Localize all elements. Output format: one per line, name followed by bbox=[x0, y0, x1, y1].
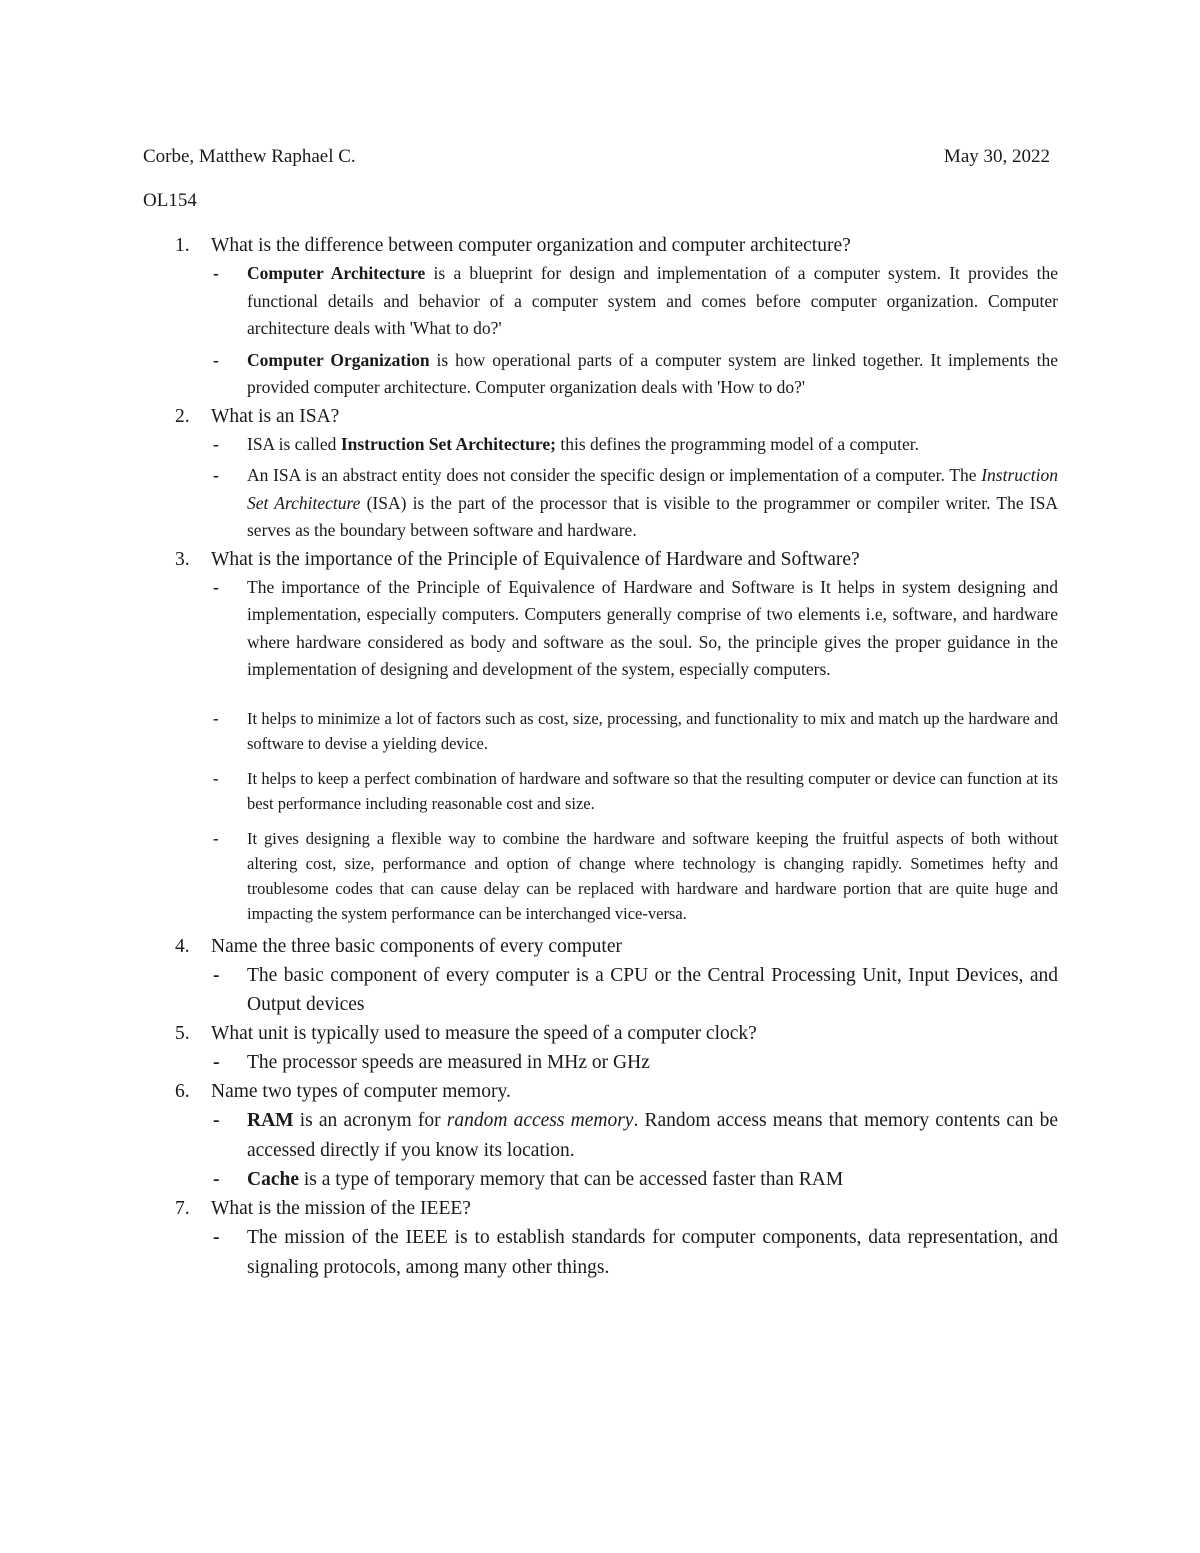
header bbox=[143, 144, 1050, 170]
question-label: What is the importance of the Principle of Equivalence of Hardware and Software? bbox=[211, 548, 860, 570]
answer-text: It helps to keep a perfect combination of hardware and software so that the resulting computer or device can function at its best performance including reasonable cost and size. bbox=[247, 768, 1058, 813]
question-text bbox=[143, 1019, 1058, 1048]
course-code: OL154 bbox=[143, 190, 197, 211]
dash-bullet: - bbox=[213, 576, 219, 597]
answer-text: is a type of temporary memory that can be accessed faster than RAM bbox=[299, 1168, 844, 1190]
question-item bbox=[143, 1077, 1058, 1194]
question-list bbox=[143, 231, 1058, 1282]
question-number: 6. bbox=[175, 1081, 190, 1103]
answer-text: It gives designing a flexible way to combine the hardware and software keeping the fruitful aspects of both without altering cost, size, performance and option of change where technology is changing rapidly. Sometimes hefty and troublesome codes that can cause delay can be replaced with hardware and hardware portion that are quite huge and impacting the system performance can be interchanged vice-versa. bbox=[247, 828, 1058, 923]
question-text bbox=[143, 231, 1058, 260]
question-item bbox=[143, 1194, 1058, 1282]
question-label: What is the difference between computer organization and computer architecture? bbox=[211, 235, 851, 256]
question-label: What is an ISA? bbox=[211, 405, 340, 427]
answer-text: An ISA is an abstract entity does not consider the specific design or implementation of a computer. The bbox=[247, 465, 982, 485]
answer-text: The basic component of every computer is a CPU or the Central Processing Unit, Input Devices, and Output devices bbox=[247, 964, 1058, 1015]
answer-text: The processor speeds are measured in MHz or GHz bbox=[247, 1052, 650, 1074]
answer-bullet bbox=[143, 826, 1058, 926]
answer-text: ISA is called bbox=[247, 433, 341, 454]
answer-text: It helps to minimize a lot of factors such as cost, size, processing, and functionality to mix and match up the hardware and software to devise a yielding device. bbox=[247, 708, 1058, 753]
dash-bullet: - bbox=[213, 1168, 220, 1190]
answer-emphasis: random access memory bbox=[446, 1110, 634, 1132]
answer-bullet bbox=[143, 1106, 1058, 1165]
question-item bbox=[143, 545, 1058, 926]
question-label: Name the three basic components of every computer bbox=[211, 935, 622, 957]
question-text bbox=[143, 402, 1058, 431]
answer-bullet bbox=[143, 1048, 1058, 1077]
question-number: 5. bbox=[175, 1023, 190, 1045]
answer-text: The mission of the IEEE is to establish standards for computer components, data representation, and signaling protocols, among many other things. bbox=[247, 1227, 1058, 1278]
dash-bullet: - bbox=[213, 433, 219, 454]
question-label: What is the mission of the IEEE? bbox=[211, 1198, 471, 1220]
answer-text: is a blueprint for design and implementation of a computer system. It provides the functional details and behavior of a computer system and comes before computer organization. Computer architecture deals with 'What to do?' bbox=[247, 263, 1058, 338]
answer-bullet bbox=[143, 766, 1058, 816]
answer-text: The importance of the Principle of Equivalence of Hardware and Software is It helps in system designing and implementation, especially computers. Computers generally comprise of two elements i.e, software, and hardware where hardware considered as body and software as the soul. So, the principle gives the proper guidance in the implementation of designing and development of the system, especially computers. bbox=[247, 576, 1058, 679]
dash-bullet: - bbox=[213, 465, 219, 485]
answer-term: Cache bbox=[247, 1168, 299, 1190]
answer-bullet bbox=[143, 462, 1058, 545]
answer-bullet bbox=[143, 431, 1058, 459]
question-number: 7. bbox=[175, 1198, 190, 1220]
answer-bullet bbox=[143, 574, 1058, 684]
dash-bullet: - bbox=[213, 1052, 220, 1074]
document-date: May 30, 2022 bbox=[943, 146, 1050, 167]
dash-bullet: - bbox=[213, 768, 219, 788]
dash-bullet: - bbox=[213, 828, 219, 848]
answer-bullet bbox=[143, 1223, 1058, 1282]
student-name: Corbe, Matthew Raphael C. bbox=[143, 146, 356, 167]
answer-bullet bbox=[143, 706, 1058, 756]
question-number: 1. bbox=[175, 235, 190, 256]
dash-bullet: - bbox=[213, 349, 219, 370]
question-label: Name two types of computer memory. bbox=[211, 1081, 511, 1103]
question-item bbox=[143, 231, 1058, 402]
answer-bullet bbox=[143, 347, 1058, 402]
dash-bullet: - bbox=[213, 708, 219, 728]
question-text bbox=[143, 1194, 1058, 1223]
answer-text: is an acronym for bbox=[293, 1110, 447, 1132]
answer-text: . Random access means that memory contents can be accessed directly if you know its location. bbox=[247, 1110, 1058, 1161]
question-item bbox=[143, 932, 1058, 1020]
answer-bullet bbox=[143, 1165, 1058, 1194]
question-text bbox=[143, 1077, 1058, 1106]
answer-term: Instruction Set Architecture; bbox=[340, 433, 556, 454]
answer-emphasis: Instruction Set Architecture bbox=[247, 465, 1058, 513]
dash-bullet: - bbox=[213, 1110, 220, 1132]
answer-text: is how operational parts of a computer system are linked together. It implements the provided computer architecture. Computer organization deals with 'How to do?' bbox=[247, 349, 1058, 397]
answer-term: RAM bbox=[247, 1110, 294, 1132]
answer-bullet bbox=[143, 260, 1058, 343]
answer-text: (ISA) is the part of the processor that is visible to the programmer or compiler writer. The ISA serves as the boundary between software and hardware. bbox=[247, 492, 1059, 540]
question-label: What unit is typically used to measure the speed of a computer clock? bbox=[211, 1023, 757, 1045]
dash-bullet: - bbox=[213, 964, 220, 986]
dash-bullet: - bbox=[213, 1227, 220, 1249]
question-item bbox=[143, 1019, 1058, 1077]
answer-text: this defines the programming model of a computer. bbox=[555, 433, 920, 454]
question-item bbox=[143, 402, 1058, 545]
answer-bullet bbox=[143, 961, 1058, 1020]
question-number: 3. bbox=[175, 548, 190, 570]
question-text bbox=[143, 545, 1058, 574]
answer-term: Computer Architecture bbox=[247, 263, 426, 283]
question-number: 2. bbox=[175, 405, 190, 427]
dash-bullet: - bbox=[213, 263, 219, 283]
question-text bbox=[143, 932, 1058, 961]
question-number: 4. bbox=[175, 935, 190, 957]
answer-term: Computer Organization bbox=[247, 349, 430, 370]
